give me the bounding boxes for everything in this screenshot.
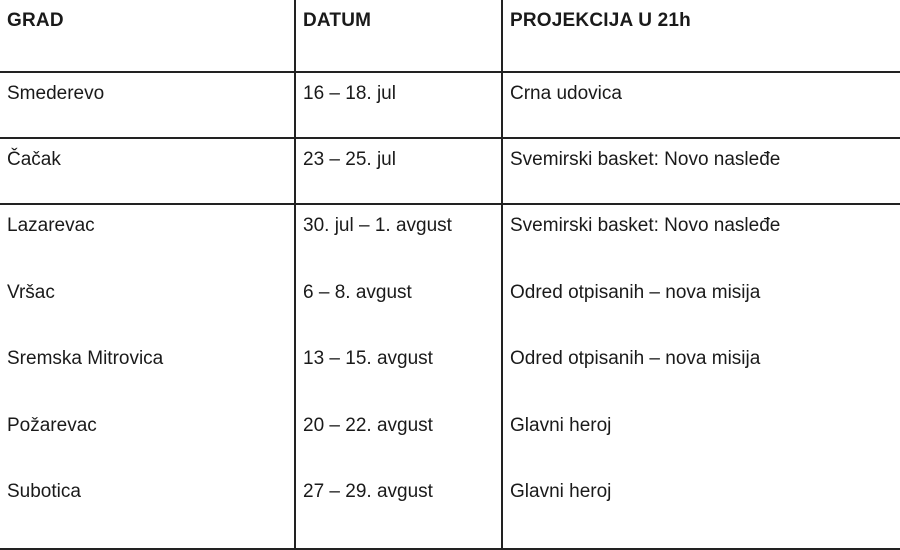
cell-grad: Lazarevac [7, 215, 95, 236]
cell-datum-group [295, 204, 502, 549]
cell-datum: 23 – 25. jul [295, 138, 502, 204]
table-row [0, 72, 900, 138]
cell-datum: 30. jul – 1. avgust [303, 215, 452, 236]
cell-datum: 20 – 22. avgust [303, 414, 433, 436]
cell-projekcija: Crna udovica [502, 72, 900, 138]
cell-projekcija: Glavni heroj [510, 481, 612, 502]
table-header-row [0, 0, 900, 72]
cell-grad: Sremska Mitrovica [7, 348, 164, 369]
cell-grad: Čačak [0, 138, 295, 204]
cell-projekcija: Svemirski basket: Novo nasleđe [510, 215, 781, 236]
cell-projekcija: Odred otpisanih – nova misija [510, 281, 761, 303]
header-datum: DATUM [295, 0, 502, 72]
cell-datum: 13 – 15. avgust [303, 348, 433, 369]
table-row [0, 138, 900, 204]
cell-projekcija: Odred otpisanih – nova misija [510, 348, 761, 369]
cell-datum: 27 – 29. avgust [303, 481, 433, 502]
cell-datum: 16 – 18. jul [295, 72, 502, 138]
cell-grad: Požarevac [7, 414, 97, 436]
cell-projekcija: Glavni heroj [510, 414, 612, 436]
cell-datum: 6 – 8. avgust [303, 281, 412, 303]
table-row-group [0, 204, 900, 549]
cell-projekcija: Svemirski basket: Novo nasleđe [502, 138, 900, 204]
cell-grad-group [0, 204, 295, 549]
cell-grad: Vršac [7, 281, 55, 303]
header-projekcija: PROJEKCIJA U 21h [502, 0, 900, 72]
cell-projekcija-group [502, 204, 900, 549]
cell-grad: Smederevo [0, 72, 295, 138]
header-grad: GRAD [0, 0, 295, 72]
cell-grad: Subotica [7, 481, 81, 502]
